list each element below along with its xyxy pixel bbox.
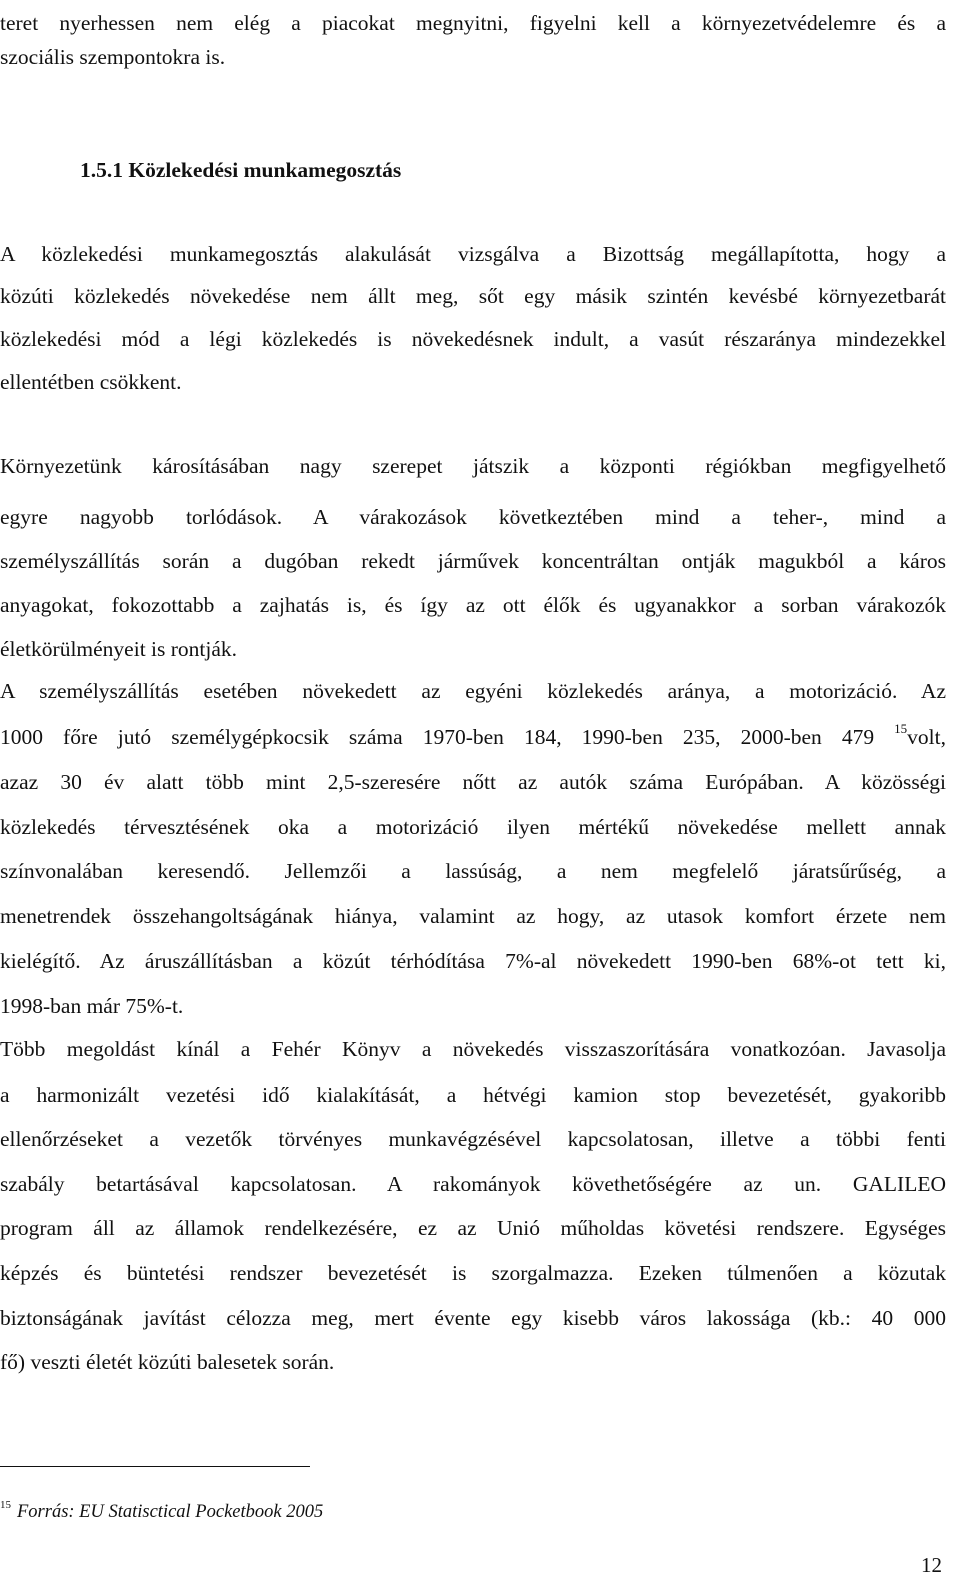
- paragraph4-line: a harmonizált vezetési idő kialakítását, a hétvégi kamion stop bevezetését, gyakoribb: [0, 1083, 946, 1107]
- intro-line: teret nyerhessen nem elég a piacokat megnyitni, figyelni kell a környezetvédelemre és a: [0, 11, 946, 35]
- paragraph3-line2-tail: volt,: [907, 725, 946, 749]
- intro-line: szociális szempontokra is.: [0, 45, 226, 69]
- paragraph3-line: 1998-ban már 75%-t.: [0, 994, 184, 1018]
- paragraph4-line: biztonságának javítást célozza meg, mert évente egy kisebb város lakossága (kb.: 40 000: [0, 1306, 946, 1330]
- paragraph4-line: ellenőrzéseket a vezetők törvényes munkavégzésével kapcsolatosan, illetve a többi fenti: [0, 1127, 946, 1151]
- paragraph1-line: ellentétben csökkent.: [0, 370, 182, 394]
- paragraph2-line: anyagokat, fokozottabb a zajhatás is, és így az ott élők és ugyanakkor a sorban várakozók: [0, 593, 946, 617]
- paragraph2-line: személyszállítás során a dugóban rekedt járművek koncentráltan ontják magukból a káros: [0, 549, 946, 573]
- paragraph3-line: azaz 30 év alatt több mint 2,5-szeresére nőtt az autók száma Európában. A közösségi: [0, 770, 946, 794]
- paragraph1-line: közlekedési mód a légi közlekedés is növekedésnek indult, a vasút részaránya mindezekkel: [0, 327, 946, 351]
- page-number: 12: [921, 1553, 942, 1577]
- footnote-reference: 15: [894, 721, 908, 736]
- paragraph3-line: közlekedés térvesztésének oka a motorizáció ilyen mértékű növekedése mellett annak: [0, 815, 946, 839]
- paragraph3-line: A személyszállítás esetében növekedett az egyéni közlekedés aránya, a motorizáció. Az: [0, 679, 946, 703]
- paragraph2-line: életkörülményeit is rontják.: [0, 637, 238, 661]
- section-heading: 1.5.1 Közlekedési munkamegosztás: [80, 158, 402, 182]
- paragraph1-line: közúti közlekedés növekedése nem állt meg, sőt egy másik szintén kevésbé környezetbarát: [0, 284, 946, 308]
- footnote-divider: [0, 1466, 310, 1467]
- paragraph3-line-with-footnote: [0, 723, 946, 751]
- paragraph4-line: program áll az államok rendelkezésére, ez az Unió műholdas követési rendszere. Egységes: [0, 1216, 946, 1240]
- paragraph1-line: A közlekedési munkamegosztás alakulását vizsgálva a Bizottság megállapította, hogy a: [0, 242, 946, 266]
- paragraph3-line: színvonalában keresendő. Jellemzői a lassúság, a nem megfelelő járatsűrűség, a: [0, 859, 946, 883]
- footnote-mark: 15: [0, 1499, 11, 1511]
- footnote-text: Forrás: EU Statisctical Pocketbook 2005: [17, 1502, 324, 1522]
- paragraph4-line: Több megoldást kínál a Fehér Könyv a növekedés visszaszorítására vonatkozóan. Javasolja: [0, 1037, 946, 1061]
- paragraph3-line2-text: 1000 főre jutó személygépkocsik száma 1970-ben 184, 1990-ben 235, 2000-ben 479: [0, 725, 895, 749]
- paragraph4-line: fő) veszti életét közúti balesetek során.: [0, 1350, 335, 1374]
- paragraph3-line: menetrendek összehangoltságának hiánya, valamint az hogy, az utasok komfort érzete nem: [0, 904, 946, 928]
- paragraph3-line: kielégítő. Az áruszállításban a közút térhódítása 7%-al növekedett 1990-ben 68%-ot tett ki,: [0, 949, 946, 973]
- paragraph4-line: képzés és büntetési rendszer bevezetését is szorgalmazza. Ezeken túlmenően a közutak: [0, 1261, 946, 1285]
- paragraph2-line: egyre nagyobb torlódások. A várakozások következtében mind a teher-, mind a: [0, 505, 946, 529]
- paragraph4-line: szabály betartásával kapcsolatosan. A rakományok követhetőségére az un. GALILEO: [0, 1172, 946, 1196]
- footnote: [0, 1493, 323, 1524]
- paragraph2-line: Környezetünk károsításában nagy szerepet játszik a központi régiókban megfigyelhető: [0, 454, 946, 478]
